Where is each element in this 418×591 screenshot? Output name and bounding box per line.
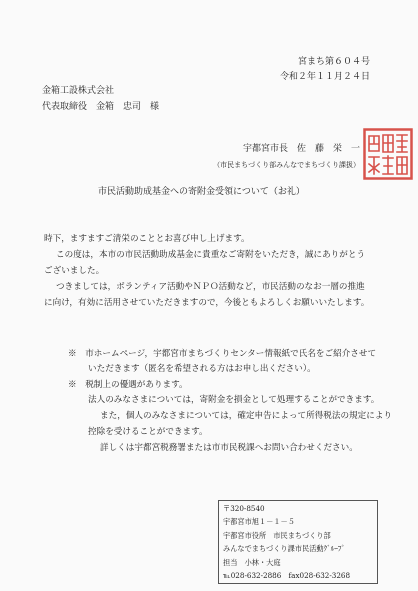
contact-phone-fax: ℡028-632-2886 fax028-632-3268 (223, 571, 351, 580)
contact-section: みんなでまちづくり課市民活動ｸﾞﾙｰﾌﾟ (223, 544, 346, 553)
body-line: この度は，本市の市民活動助成基金に貴重なご寄附をいただき，誠にありがとう (56, 250, 366, 260)
body-line: 時下，ますますご清栄のこととお喜び申し上げます。 (44, 234, 250, 244)
sender-department: （市民まちづくり部みんなでまちづくり課扱） (213, 161, 360, 169)
contact-office: 宇都宮市役所 市民まちづくり部 (223, 531, 331, 540)
note-line: ※ 税制上の優遇があります。 (68, 380, 188, 390)
document-date: 令和２年１１月２４日 (279, 72, 370, 82)
note-line: 詳しくは宇都宮税務署または市市民税課へお問い合わせください。 (100, 443, 358, 453)
letter-title: 市民活動助成基金への寄附金受領について（お礼） (98, 187, 305, 197)
body-line: ございました。 (44, 266, 105, 276)
contact-address: 宇都宮市旭１－１－５ (223, 517, 295, 526)
official-seal-stamp (363, 128, 413, 180)
recipient-company: 金箱工設株式会社 (42, 86, 115, 96)
note-line: いただきます（匿名を希望される方はお申し出ください）。 (88, 364, 316, 374)
note-line: また，個人のみなさまについては，確定申告によって所得税法の規定により (100, 411, 393, 421)
contact-box (218, 500, 378, 584)
contact-person: 担当 小林・大庭 (223, 558, 281, 567)
body-line: つきましては，ボランティア活動やＮＰＯ活動など，市民活動のなお一層の推進 (56, 282, 365, 292)
contact-postal-code: 〒320-8540 (223, 504, 265, 513)
document-number: 宮まち第６０４号 (297, 57, 370, 67)
note-line: ※ 市ホームページ，宇都宮市まちづくりセンター情報紙で氏名をご紹介させて (68, 349, 377, 359)
note-line: 法人のみなさまについては，寄附金を損金として処理することができます。 (88, 395, 380, 405)
recipient-name: 代表取締役 金箱 忠司 様 (42, 102, 160, 112)
note-line: 控除を受けることができます。 (88, 427, 208, 437)
sender-name: 宇都宮市長 佐 藤 栄 一 (243, 144, 361, 154)
body-line: に向け，有効に活用させていただきますので，今後ともよろしくお願いいたします。 (44, 298, 370, 308)
